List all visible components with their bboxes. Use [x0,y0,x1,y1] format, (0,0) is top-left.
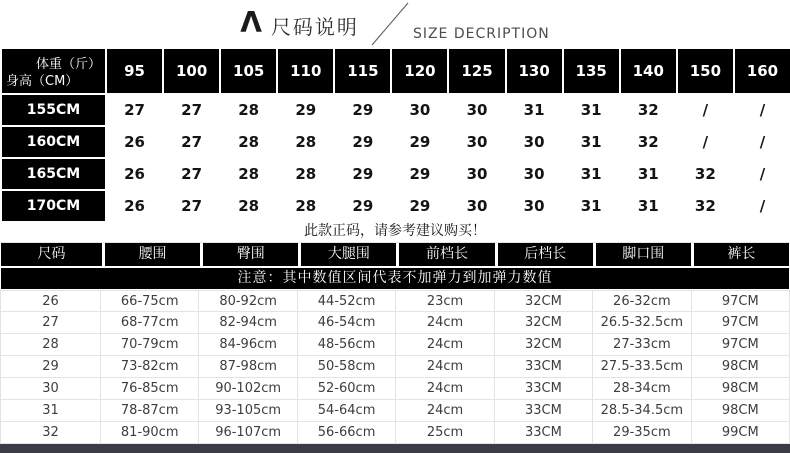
measurement-cell: 98CM [692,378,790,400]
size-value-cell: / [678,95,733,125]
height-row-label: 155CM [2,95,105,125]
measurement-cell: 25cm [396,422,494,444]
measurement-cell: 32 [0,422,101,444]
measurement-cell: 78-87cm [101,400,199,422]
size-value-cell: 28 [221,191,276,221]
measurement-cell: 27-33cm [593,334,691,356]
bottom-divider-bar [0,444,790,453]
size-value-cell: / [735,95,790,125]
size-value-cell: 29 [392,127,447,157]
size-value-cell: 29 [335,127,390,157]
height-row-label: 170CM [2,191,105,221]
size-value-cell: / [735,191,790,221]
weight-header-cell: 130 [507,49,562,93]
measurement-cell: 26.5-32.5cm [593,312,691,334]
measurement-cell: 23cm [396,290,494,312]
size-value-cell: 30 [449,159,504,189]
measurement-cell: 24cm [396,334,494,356]
column-header-cell: 后档长 [498,243,593,266]
measurement-cell: 81-90cm [101,422,199,444]
measurement-row [0,312,790,334]
column-header-cell: 尺码 [1,243,102,266]
measurement-cell: 29 [0,356,101,378]
size-value-cell: 29 [392,159,447,189]
height-row-label: 165CM [2,159,105,189]
weight-header-cell: 125 [449,49,504,93]
size-value-cell: 28 [278,127,333,157]
measurement-cell: 31 [0,400,101,422]
measurement-cell: 90-102cm [199,378,297,400]
measurement-row [0,378,790,400]
measurement-cell: 54-64cm [298,400,396,422]
measurement-cell: 33CM [495,356,593,378]
measurement-row [0,422,790,444]
measurement-row [0,334,790,356]
measurement-table-header-row [0,243,790,266]
measurement-cell: 50-58cm [298,356,396,378]
measurement-cell: 84-96cm [199,334,297,356]
size-value-cell: / [735,127,790,157]
measurement-cell: 56-66cm [298,422,396,444]
size-value-cell: 31 [564,191,619,221]
weight-header-cell: 135 [564,49,619,93]
elasticity-notice: 注意：其中数值区间代表不加弹力到加弹力数值 [1,268,789,289]
size-value-cell: 28 [221,95,276,125]
size-value-cell: 31 [564,95,619,125]
measurement-row [0,400,790,422]
size-value-cell: / [735,159,790,189]
size-value-cell: 28 [278,159,333,189]
measurement-table-body [0,290,790,444]
size-value-cell: 29 [335,159,390,189]
measurement-row [0,290,790,312]
weight-header-cell: 110 [278,49,333,93]
size-value-cell: 26 [107,191,162,221]
measurement-cell: 32CM [495,312,593,334]
size-value-cell: 27 [164,191,219,221]
column-header-cell: 腰围 [105,243,200,266]
measurement-cell: 44-52cm [298,290,396,312]
measurement-cell: 48-56cm [298,334,396,356]
size-value-cell: 30 [449,191,504,221]
size-value-cell: 29 [392,191,447,221]
measurement-cell: 98CM [692,356,790,378]
measurement-cell: 28-34cm [593,378,691,400]
size-value-cell: 30 [392,95,447,125]
measurement-cell: 24cm [396,356,494,378]
measurement-cell: 82-94cm [199,312,297,334]
measurement-cell: 97CM [692,290,790,312]
weight-header-cell: 95 [107,49,162,93]
measurement-cell: 29-35cm [593,422,691,444]
size-value-cell: 29 [335,191,390,221]
size-value-cell: 30 [507,127,562,157]
measurement-cell: 27.5-33.5cm [593,356,691,378]
measurement-cell: 33CM [495,378,593,400]
size-value-cell: / [678,127,733,157]
size-value-cell: 29 [335,95,390,125]
size-value-cell: 32 [621,127,676,157]
corner-header-cell [2,49,105,93]
measurement-cell: 52-60cm [298,378,396,400]
measurement-cell: 97CM [692,312,790,334]
measurement-cell: 28 [0,334,101,356]
weight-header-cell: 150 [678,49,733,93]
measurement-cell: 98CM [692,400,790,422]
size-value-cell: 30 [449,95,504,125]
column-header-cell: 裤长 [694,243,789,266]
column-header-cell: 臀围 [203,243,298,266]
height-weight-size-table [0,47,790,221]
measurement-cell: 87-98cm [199,356,297,378]
measurement-cell: 93-105cm [199,400,297,422]
measurement-cell: 68-77cm [101,312,199,334]
size-value-cell: 31 [621,191,676,221]
size-value-cell: 28 [221,127,276,157]
measurement-cell: 33CM [495,422,593,444]
slash-icon [369,1,411,51]
purchase-note: 此款正码，请参考建议购买！ [304,223,486,239]
measurement-cell: 32CM [495,290,593,312]
size-value-cell: 31 [564,159,619,189]
page-title-en: SIZE DECRIPTION [412,26,550,42]
size-value-cell: 30 [507,191,562,221]
weight-header-cell: 140 [621,49,676,93]
weight-header-cell: 115 [335,49,390,93]
measurement-cell: 76-85cm [101,378,199,400]
weight-header-cell: 105 [221,49,276,93]
size-value-cell: 27 [164,127,219,157]
measurement-cell: 28.5-34.5cm [593,400,691,422]
caret-icon: Λ [240,6,262,39]
measurement-cell: 73-82cm [101,356,199,378]
size-value-cell: 27 [164,95,219,125]
measurement-cell: 27 [0,312,101,334]
column-header-cell: 脚口围 [596,243,691,266]
measurement-cell: 99CM [692,422,790,444]
measurement-cell: 97CM [692,334,790,356]
logo [240,0,549,51]
measurement-cell: 70-79cm [101,334,199,356]
measurement-cell: 66-75cm [101,290,199,312]
size-value-cell: 32 [678,159,733,189]
size-value-cell: 29 [278,95,333,125]
size-value-cell: 30 [449,127,504,157]
weight-axis-label: 体重（斤） [35,57,101,72]
column-header-cell: 大腿围 [301,243,396,266]
measurement-cell: 33CM [495,400,593,422]
header [0,0,790,47]
measurement-cell: 30 [0,378,101,400]
size-value-cell: 27 [164,159,219,189]
height-row-label: 160CM [2,127,105,157]
weight-header-cell: 160 [735,49,790,93]
measurement-cell: 24cm [396,378,494,400]
measurement-cell: 96-107cm [199,422,297,444]
measurement-table [0,242,790,444]
measurement-cell: 24cm [396,312,494,334]
weight-header-cell: 120 [392,49,447,93]
page-title-cn: 尺码说明 [270,15,359,39]
size-value-cell: 31 [507,95,562,125]
size-value-cell: 28 [278,191,333,221]
measurement-row [0,356,790,378]
measurement-cell: 46-54cm [298,312,396,334]
size-value-cell: 31 [621,159,676,189]
size-value-cell: 32 [621,95,676,125]
size-value-cell: 30 [507,159,562,189]
height-axis-label: 身高（CM） [6,74,79,89]
measurement-cell: 24cm [396,400,494,422]
size-value-cell: 26 [107,159,162,189]
size-value-cell: 27 [107,95,162,125]
measurement-cell: 26-32cm [593,290,691,312]
size-value-cell: 31 [564,127,619,157]
measurement-cell: 26 [0,290,101,312]
size-value-cell: 26 [107,127,162,157]
size-value-cell: 32 [678,191,733,221]
size-value-cell: 28 [221,159,276,189]
column-header-cell: 前档长 [399,243,494,266]
weight-header-cell: 100 [164,49,219,93]
measurement-cell: 80-92cm [199,290,297,312]
measurement-cell: 32CM [495,334,593,356]
